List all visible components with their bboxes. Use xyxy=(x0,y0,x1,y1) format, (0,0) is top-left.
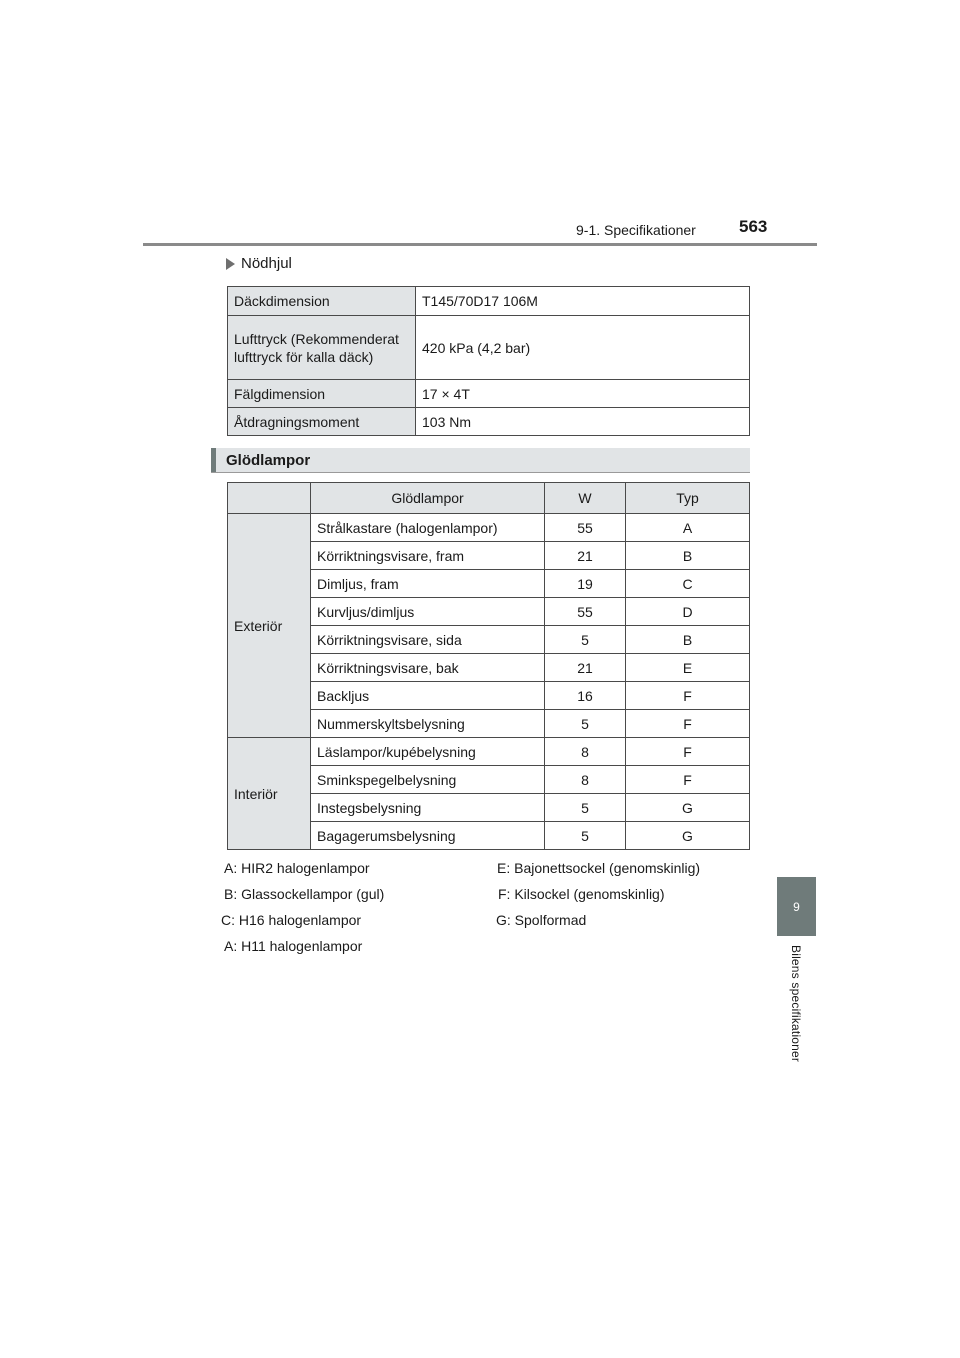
legend-item: C: H16 halogenlampor xyxy=(221,912,362,928)
table-cell-watt: 8 xyxy=(545,738,626,766)
table-row xyxy=(228,514,750,542)
table-cell-bulb: Körriktningsvisare, bak xyxy=(311,654,545,682)
table-cell-type: F xyxy=(626,766,750,794)
table-row xyxy=(228,738,750,766)
table-row xyxy=(228,380,750,408)
table-cell-watt: 16 xyxy=(545,682,626,710)
legend-item: A: HIR2 halogenlampor xyxy=(224,860,370,876)
table-cell-bulb: Nummerskyltsbelysning xyxy=(311,710,545,738)
table-header-type: Typ xyxy=(626,483,750,514)
table-row xyxy=(228,408,750,436)
table-cell-label: Åtdragningsmoment xyxy=(228,408,416,436)
bulbs-table xyxy=(227,482,750,850)
section-title: 9-1. Specifikationer xyxy=(576,222,696,238)
table-cell-watt: 8 xyxy=(545,766,626,794)
spare-wheel-heading xyxy=(226,255,292,272)
header-divider xyxy=(143,243,817,246)
table-cell-bulb: Läslampor/kupébelysning xyxy=(311,738,545,766)
legend-item: G: Spolformad xyxy=(496,912,587,928)
table-header-row xyxy=(228,483,750,514)
table-cell-bulb: Bagagerumsbelysning xyxy=(311,822,545,850)
table-cell-type: C xyxy=(626,570,750,598)
table-cell-watt: 21 xyxy=(545,654,626,682)
table-cell-watt: 5 xyxy=(545,626,626,654)
table-cell-value: 103 Nm xyxy=(416,408,750,436)
triangle-bullet-icon xyxy=(226,258,235,270)
table-row xyxy=(228,316,750,380)
table-cell-bulb: Körriktningsvisare, sida xyxy=(311,626,545,654)
chapter-label: Bilens specifikationer xyxy=(789,945,803,1063)
table-cell-bulb: Kurvljus/dimljus xyxy=(311,598,545,626)
chapter-tab[interactable] xyxy=(777,877,816,936)
table-cell-type: D xyxy=(626,598,750,626)
table-cell-watt: 5 xyxy=(545,822,626,850)
legend-item: A: H11 halogenlampor xyxy=(224,938,363,954)
table-cell-value: 420 kPa (4,2 bar) xyxy=(416,316,750,380)
table-cell-bulb: Dimljus, fram xyxy=(311,570,545,598)
table-cell-value: 17 × 4T xyxy=(416,380,750,408)
spare-wheel-table xyxy=(227,286,750,436)
table-header-empty xyxy=(228,483,311,514)
table-cell-type: F xyxy=(626,738,750,766)
table-cell-type: E xyxy=(626,654,750,682)
table-cell-type: G xyxy=(626,822,750,850)
table-cell-group: Exteriör xyxy=(228,514,311,738)
table-cell-watt: 21 xyxy=(545,542,626,570)
table-cell-bulb: Instegsbelysning xyxy=(311,794,545,822)
table-cell-group: Interiör xyxy=(228,738,311,850)
legend-item: E: Bajonettsockel (genomskinlig) xyxy=(497,860,701,876)
table-cell-label: Däckdimension xyxy=(228,287,416,316)
table-cell-value: T145/70D17 106M xyxy=(416,287,750,316)
bulbs-section-heading xyxy=(211,448,750,472)
table-cell-bulb: Backljus xyxy=(311,682,545,710)
table-cell-bulb: Strålkastare (halogenlampor) xyxy=(311,514,545,542)
table-cell-label: Lufttryck (Rekommenderat lufttryck för kalla däck) xyxy=(228,316,416,380)
table-header-bulb: Glödlampor xyxy=(311,483,545,514)
table-cell-type: F xyxy=(626,682,750,710)
legend-item: B: Glassockellampor (gul) xyxy=(224,886,385,902)
table-cell-type: B xyxy=(626,626,750,654)
legend-item: F: Kilsockel (genomskinlig) xyxy=(498,886,665,902)
table-cell-watt: 5 xyxy=(545,794,626,822)
bulbs-section-heading-text: Glödlampor xyxy=(226,451,311,469)
table-cell-watt: 55 xyxy=(545,598,626,626)
page-number: 563 xyxy=(739,217,768,236)
table-cell-bulb: Körriktningsvisare, fram xyxy=(311,542,545,570)
spare-wheel-heading-text: Nödhjul xyxy=(241,255,292,272)
table-cell-watt: 19 xyxy=(545,570,626,598)
table-cell-watt: 55 xyxy=(545,514,626,542)
chapter-number: 9 xyxy=(793,899,800,914)
table-cell-label: Fälgdimension xyxy=(228,380,416,408)
table-cell-type: B xyxy=(626,542,750,570)
table-cell-type: F xyxy=(626,710,750,738)
section-divider xyxy=(211,472,750,473)
table-cell-type: A xyxy=(626,514,750,542)
table-header-watt: W xyxy=(545,483,626,514)
table-cell-watt: 5 xyxy=(545,710,626,738)
table-cell-bulb: Sminkspegelbelysning xyxy=(311,766,545,794)
table-cell-type: G xyxy=(626,794,750,822)
table-row xyxy=(228,287,750,316)
